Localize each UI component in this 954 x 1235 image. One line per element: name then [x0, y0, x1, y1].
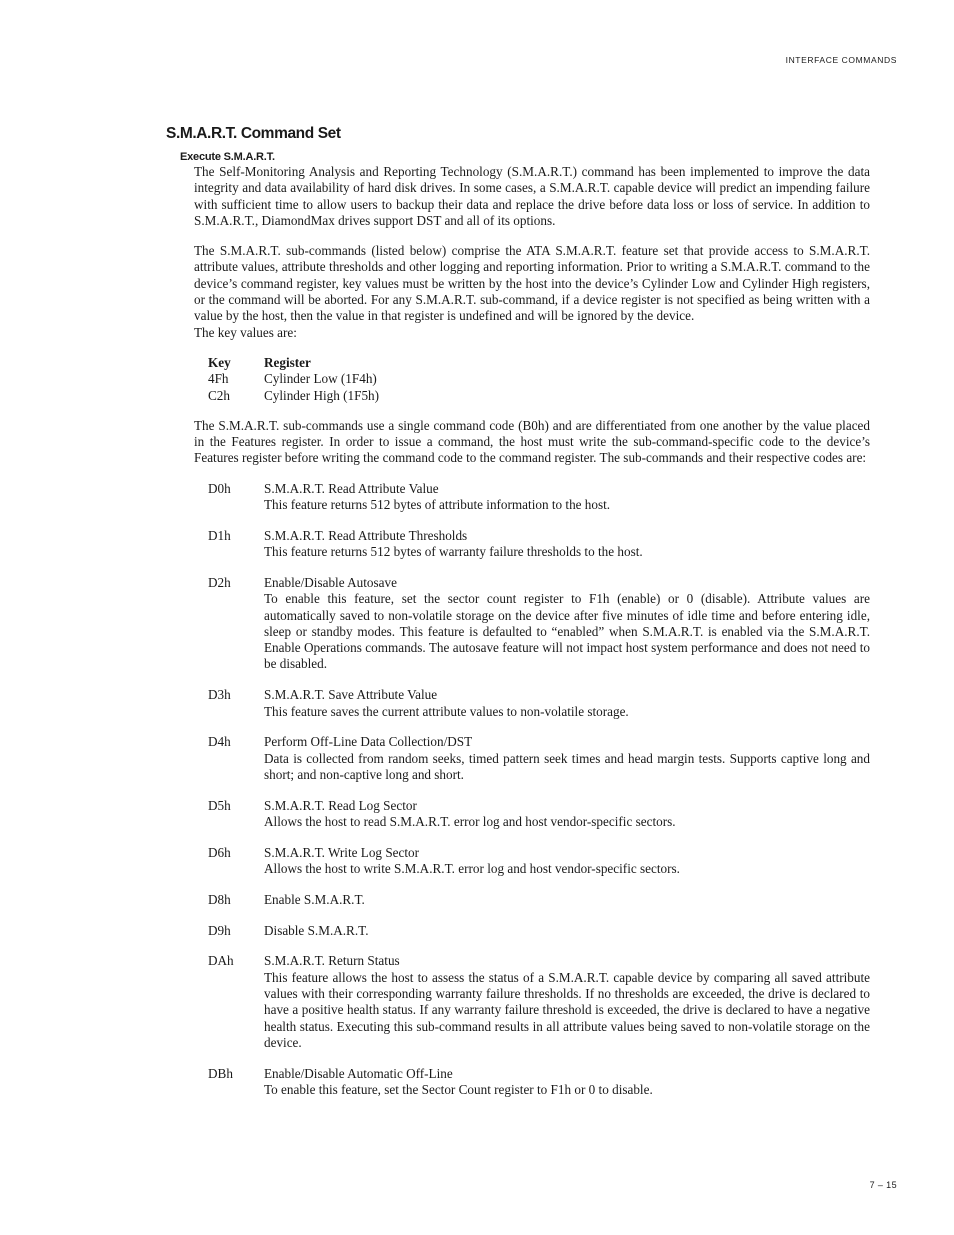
subcommand-name: Disable S.M.A.R.T.: [264, 922, 369, 938]
subcommand-code: DBh: [208, 1065, 233, 1081]
command-code-paragraph: The S.M.A.R.T. sub-commands use a single command code (B0h) and are differentiated from one another by the value placed in the Features register. In order to issue a command, the host must write the sub-command-specific code to the device’s Features register before writing the command code to the command register. The sub-commands and their respective codes are:: [194, 417, 870, 466]
subsection-title: Execute S.M.A.R.T.: [180, 151, 275, 163]
register-column-header: Register: [264, 354, 311, 370]
subcommand-item: [0, 528, 954, 561]
subcommand-item: [0, 923, 954, 939]
key-values-intro: The key values are:: [194, 324, 297, 340]
subcommand-item: [0, 892, 954, 908]
subcommand-name: S.M.A.R.T. Read Log Sector: [264, 797, 417, 813]
subcommand-item: [0, 845, 954, 878]
intro-paragraph: The Self-Monitoring Analysis and Reporting Technology (S.M.A.R.T.) command has been implemented to improve the data integrity and data availability of hard disk drives. In some cases, a S.M.A.R.T. capable device will predict an impending failure with sufficient time to allow users to backup their data and replace the drive before data loss or loss of service. In addition to S.M.A.R.T., DiamondMax drives support DST and all of its options.: [194, 164, 870, 228]
subcommand-item: [0, 953, 954, 1051]
subcommand-code: D5h: [208, 797, 231, 813]
subcommand-code: D4h: [208, 734, 231, 750]
subcommand-item: [0, 1066, 954, 1099]
subcommand-code: DAh: [208, 953, 234, 969]
key-value: C2h: [208, 387, 230, 403]
subcommand-description: This feature returns 512 bytes of attribute information to the host.: [264, 497, 611, 513]
subcommand-item: [0, 798, 954, 831]
subcommand-list: [0, 481, 954, 1099]
subcommand-code: D8h: [208, 891, 231, 907]
key-table-row: [208, 388, 954, 404]
subcommand-item: [0, 734, 954, 783]
subcommand-name: S.M.A.R.T. Save Attribute Value: [264, 687, 438, 703]
register-value: Cylinder High (1F5h): [264, 387, 380, 403]
subcommand-description: To enable this feature, set the sector count register to F1h (enable) or 0 (disable). Attribute values are automatically saved to non-volatile storage on the device after five minutes of idle time and before entering idle, sleep or standby modes. This feature is defaulted to “enabled” when S.M.A.R.T. is enabled via the S.M.A.R.T. Enable Operations commands. The autosave feature will not impact host system performance and does not need to be disabled.: [264, 591, 870, 672]
subcommand-name: S.M.A.R.T. Write Log Sector: [264, 844, 420, 860]
subcommand-description: Data is collected from random seeks, timed pattern seek times and head margin tests. Supports captive long and short; and non-captive long and short.: [264, 750, 870, 782]
subcommand-code: D2h: [208, 574, 231, 590]
subcommand-name: Enable/Disable Automatic Off-Line: [264, 1065, 453, 1081]
subcommand-item: [0, 687, 954, 720]
subcommands-text: The S.M.A.R.T. sub-commands (listed below) comprise the ATA S.M.A.R.T. feature set that provide access to S.M.A.R.T. attribute values, attribute thresholds and other logging and reporting information. Prior to writing a S.M.A.R.T. command to the device’s command register, key values must be written by the host into the device’s Cylinder Low and Cylinder High registers, or the command will be aborted. For any S.M.A.R.T. sub-command, if a device register is not specified as being written with a value by the host, then the value in that register is undefined and will be ignored by the device.: [194, 243, 870, 324]
register-value: Cylinder Low (1F4h): [264, 371, 377, 387]
key-table-header: [208, 355, 954, 371]
subcommand-name: Enable S.M.A.R.T.: [264, 891, 365, 907]
subcommand-name: Enable/Disable Autosave: [264, 574, 397, 590]
subcommand-item: [0, 575, 954, 673]
key-table-row: [208, 371, 954, 387]
subcommand-code: D0h: [208, 480, 231, 496]
subcommand-description: This feature saves the current attribute values to non-volatile storage.: [264, 703, 629, 719]
subcommand-code: D3h: [208, 687, 231, 703]
subcommand-description: Allows the host to write S.M.A.R.T. error log and host vendor-specific sectors.: [264, 861, 680, 877]
subcommand-name: S.M.A.R.T. Read Attribute Value: [264, 480, 439, 496]
subcommand-code: D6h: [208, 844, 231, 860]
subcommand-description: Allows the host to read S.M.A.R.T. error log and host vendor-specific sectors.: [264, 814, 676, 829]
key-column-header: Key: [208, 354, 231, 370]
subcommand-name: S.M.A.R.T. Read Attribute Thresholds: [264, 527, 468, 543]
subcommands-paragraph: [194, 243, 870, 341]
page-number: 7 – 15: [869, 1180, 897, 1190]
subcommand-code: D1h: [208, 527, 231, 543]
page-content: [0, 124, 954, 1113]
subcommand-code: D9h: [208, 922, 231, 938]
subcommand-description: This feature allows the host to assess the status of a S.M.A.R.T. capable device by comparing all saved attribute values with their corresponding warranty failure thresholds. If no thresholds are exceeded, the drive is declared to have a positive health status. If any warranty failure threshold is exceeded, the drive is declared to have a negative health status. Executing this sub-command results in all attribute values being saved to non-volatile storage on the device.: [264, 969, 870, 1050]
subcommand-description: This feature returns 512 bytes of warranty failure thresholds to the host.: [264, 544, 643, 560]
key-register-table: [208, 355, 954, 404]
subcommand-item: [0, 481, 954, 514]
section-title: S.M.A.R.T. Command Set: [166, 125, 341, 142]
subcommand-description: To enable this feature, set the Sector Count register to F1h or 0 to disable.: [264, 1082, 653, 1098]
subcommand-name: Perform Off-Line Data Collection/DST: [264, 734, 473, 750]
subcommand-name: S.M.A.R.T. Return Status: [264, 953, 400, 969]
key-value: 4Fh: [208, 371, 229, 387]
running-header: INTERFACE COMMANDS: [785, 55, 897, 65]
